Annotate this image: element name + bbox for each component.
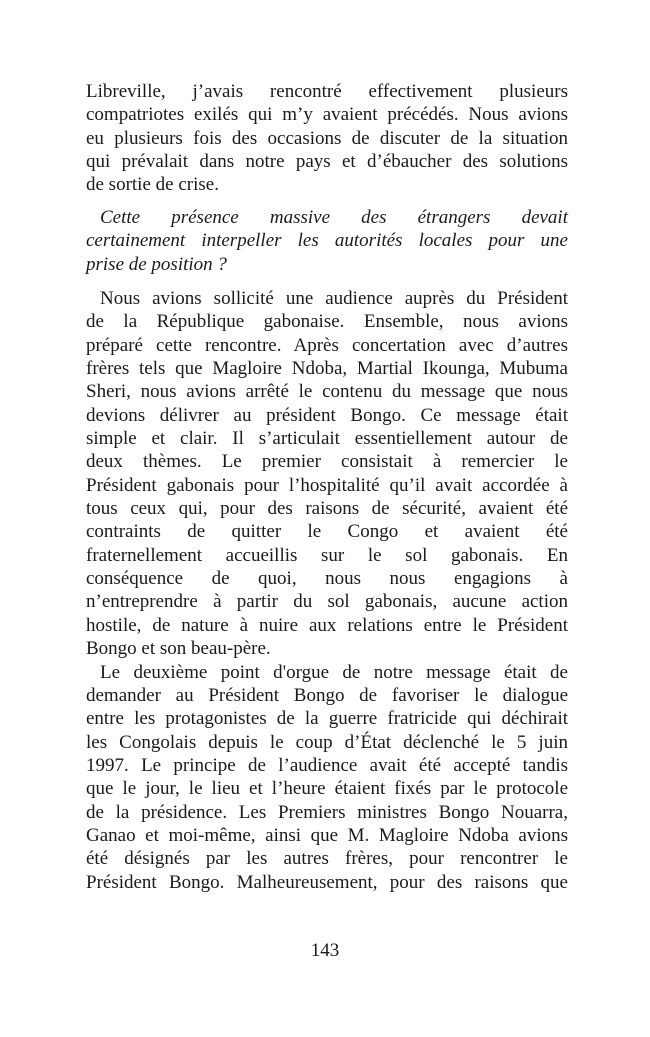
text-line: prise de position ? [86, 253, 227, 275]
text-line: été désignés par les autres frères, pour rencontrer le [86, 848, 568, 870]
text-line: de la présidence. Les Premiers ministres Bongo Nouarra, [86, 801, 568, 823]
text-line: entre les protagonistes de la guerre fratricide qui déchirait [86, 708, 568, 730]
text-line: Président gabonais pour l’hospitalité qu’il avait accordée à [86, 474, 568, 496]
text-line: les Congolais depuis le coup d’État déclenché le 5 juin [86, 731, 568, 753]
text-line: contraints de quitter le Congo et avaient été [86, 521, 568, 543]
page-number: 143 [310, 940, 340, 961]
text-line: eu plusieurs fois des occasions de discuter de la situation [86, 127, 568, 149]
text-line: compatriotes exilés qui m’y avaient précédés. Nous avions [86, 104, 568, 126]
paragraph-body [86, 287, 568, 894]
text-line: préparé cette rencontre. Après concertation avec d’autres [86, 334, 568, 356]
text-line: Sheri, nous avions arrêté le contenu du message que nous [86, 381, 568, 403]
text-line: demander au Président Bongo de favoriser le dialogue [86, 684, 568, 706]
text-line: simple et clair. Il s’articulait essentiellement autour de [86, 428, 568, 450]
text-line: certainement interpeller les autorités locales pour une [86, 230, 568, 252]
text-line: de la République gabonaise. Ensemble, nous avions [86, 311, 568, 333]
text-line: devions délivrer au président Bongo. Ce message était [86, 404, 568, 426]
text-line: que le jour, le lieu et l’heure étaient fixés par le protocole [86, 778, 568, 800]
text-line: Président Bongo. Malheureusement, pour des raisons que [86, 871, 568, 893]
text-line: n’entreprendre à partir du sol gabonais, aucune action [86, 591, 568, 613]
interview-question [86, 206, 568, 276]
text-line: hostile, de nature à nuire aux relations entre le Président [86, 614, 568, 636]
text-line: Cette présence massive des étrangers devait [100, 207, 568, 228]
text-line: qui prévalait dans notre pays et d’ébaucher des solutions [86, 151, 568, 173]
text-line: conséquence de quoi, nous nous engagions à [86, 568, 568, 590]
paragraph-intro [86, 80, 568, 197]
text-line: de sortie de crise. [86, 174, 219, 196]
text-line: tous ceux qui, pour des raisons de sécurité, avaient été [86, 498, 568, 520]
text-line: 1997. Le principe de l’audience avait été accepté tandis [86, 754, 568, 776]
text-line: deux thèmes. Le premier consistait à remercier le [86, 451, 568, 473]
text-line: fraternellement accueillis sur le sol gabonais. En [86, 544, 568, 566]
text-line: Libreville, j’avais rencontré effectivement plusieurs [86, 81, 568, 102]
text-line: Le deuxième point d'orgue de notre message était de [100, 661, 568, 683]
text-line: Nous avions sollicité une audience auprès du Président [100, 288, 568, 309]
text-line: Ganao et moi-même, ainsi que M. Magloire Ndoba avions [86, 824, 568, 846]
text-line: frères tels que Magloire Ndoba, Martial Ikounga, Mubuma [86, 358, 568, 380]
text-line: Bongo et son beau-père. [86, 638, 271, 660]
